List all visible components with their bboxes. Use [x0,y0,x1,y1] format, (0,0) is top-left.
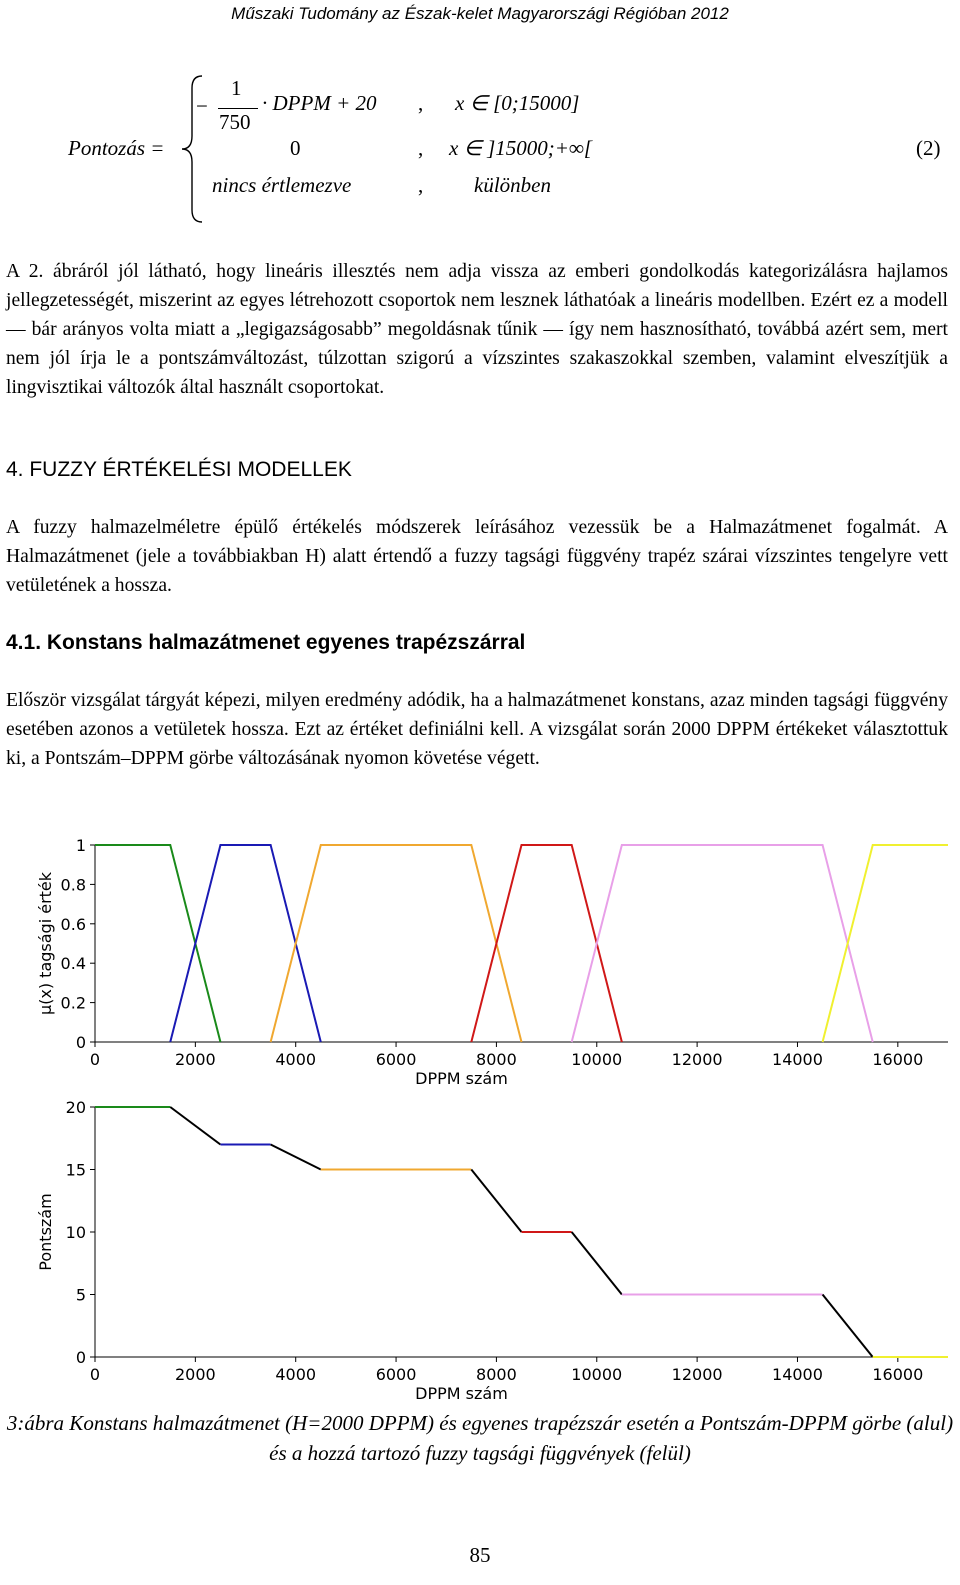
membership-function-line [271,845,522,1042]
x-tick-label: 16000 [872,1050,924,1069]
membership-function-line [572,845,873,1042]
x-tick-label: 6000 [375,1050,417,1069]
y-tick-label: 0.6 [60,914,86,934]
y-tick-label: 0.2 [60,993,86,1013]
x-axis-label: DPPM szám [415,1069,508,1088]
equation-frac-den: 750 [219,110,251,134]
x-tick-label: 14000 [772,1365,823,1384]
equation-row2-expr: 0 [290,136,301,160]
membership-function-line [170,845,321,1042]
page-number: 85 [469,1543,491,1567]
y-tick-label: 20 [65,1098,86,1117]
equation-row3-cond: különben [474,173,551,197]
equation-row2-cond: x ∈ ]15000;+∞[ [449,136,593,160]
x-tick-label: 4000 [275,1050,317,1069]
section-heading-4: 4. FUZZY ÉRTÉKELÉSI MODELLEK [6,458,352,481]
y-tick-label: 0 [75,1033,86,1052]
x-tick-label: 2000 [174,1365,216,1384]
y-axis-label: Pontszám [36,1193,55,1271]
equation-2 [0,70,960,230]
y-tick-label: 15 [65,1160,86,1180]
x-tick-label: 16000 [872,1365,924,1384]
x-tick-label: 6000 [375,1365,417,1384]
equation-row1-cond: x ∈ [0;15000] [455,91,580,115]
figure-caption: 3:ábra Konstans halmazátmenet (H=2000 DPPM) és egyenes trapézszár esetén a Pontszám-DPPM görbe (alul) és a hozzá tartozó fuzzy tagsági függvények (felül) [6,1411,954,1465]
y-tick-label: 10 [65,1223,86,1242]
score-curve-segment [471,1170,521,1233]
y-tick-label: 0.8 [60,875,86,895]
equation-row2-comma: , [418,136,424,160]
y-tick-label: 0.4 [60,954,86,974]
score-curve-segment [572,1232,622,1295]
x-tick-label: 8000 [476,1050,517,1069]
subsection-heading-4-1: 4.1. Konstans halmazátmenet egyenes trapézszárral [6,631,526,654]
x-axis-label: DPPM szám [415,1384,508,1403]
running-header: Műszaki Tudomány az Észak-kelet Magyarországi Régióban 2012 [231,4,729,23]
y-tick-label: 1 [75,836,86,855]
membership-functions-chart [0,828,960,1098]
x-tick-label: 12000 [671,1050,723,1069]
equation-row3-comma: , [418,173,424,197]
x-tick-label: 0 [89,1365,101,1384]
x-tick-label: 14000 [772,1050,823,1069]
membership-function-line [95,845,220,1042]
score-curve-segment [170,1107,220,1145]
paragraph-2: A fuzzy halmazelméletre épülő értékelés módszerek leírásához vezessük be a Halmazátmenet fogalmát. A Halmazátmenet (jele a továbbiakban H) alatt értendő a fuzzy tagsági függvény trapéz szárai vízszintes tengelyre vett vetületének a hossza. [6,517,948,596]
equation-lhs: Pontozás = [68,136,165,160]
membership-function-line [471,845,622,1042]
x-tick-label: 10000 [571,1365,623,1384]
y-axis-label: μ(x) tagsági érték [36,871,55,1016]
x-tick-label: 10000 [571,1050,623,1069]
y-tick-label: 0 [75,1348,86,1367]
equation-frac-num: 1 [231,76,242,100]
paragraph-3: Először vizsgálat tárgyát képezi, milyen eredmény adódik, ha a halmazátmenet konstans, azaz minden tagsági függvény esetében azonos a vetületek hossza. Ezt az értéket definiálni kell. A vizsgálat során 2000 DPPM értékeket választottuk ki, a Pontszám–DPPM görbe változásának nyomon követése végett. [6,690,948,769]
y-tick-label: 5 [75,1285,86,1305]
membership-function-line [823,845,948,1042]
x-tick-label: 8000 [476,1365,517,1384]
equation-row1-expr: · DPPM + 20 [262,91,377,115]
equation-row3-expr: nincs értlemezve [212,173,352,197]
paragraph-1: A 2. ábráról jól látható, hogy lineáris illesztés nem adja vissza az emberi gondolkodás kategorizálásra hajlamos jellegzetességét, miszerint az egyes létrehozott csoportok nem lesznek láthatóak a lineáris modellben. Ezért ez a modell — bár arányos volta miatt a „legigazságosabb” megoldásnak tűnik — így nem hasznosítható, továbbá azért sem, mert nem jól írja le a pontszámváltozást, túlzottan szigorú a vízszintes szakaszokkal szemben, valamint elveszítjük a lingvisztikai változók által használt csoportokat. [6,261,948,398]
equation-minus: − [196,94,208,118]
x-tick-label: 0 [89,1050,101,1069]
equation-row1-comma: , [418,91,424,115]
score-curve-segment [823,1295,873,1358]
equation-frac-bar [218,108,258,109]
x-tick-label: 4000 [275,1365,317,1384]
x-tick-label: 2000 [174,1050,216,1069]
x-tick-label: 12000 [671,1365,723,1384]
score-dppm-chart [0,1092,960,1410]
equation-number: (2) [916,136,941,160]
score-curve-segment [271,1145,321,1170]
